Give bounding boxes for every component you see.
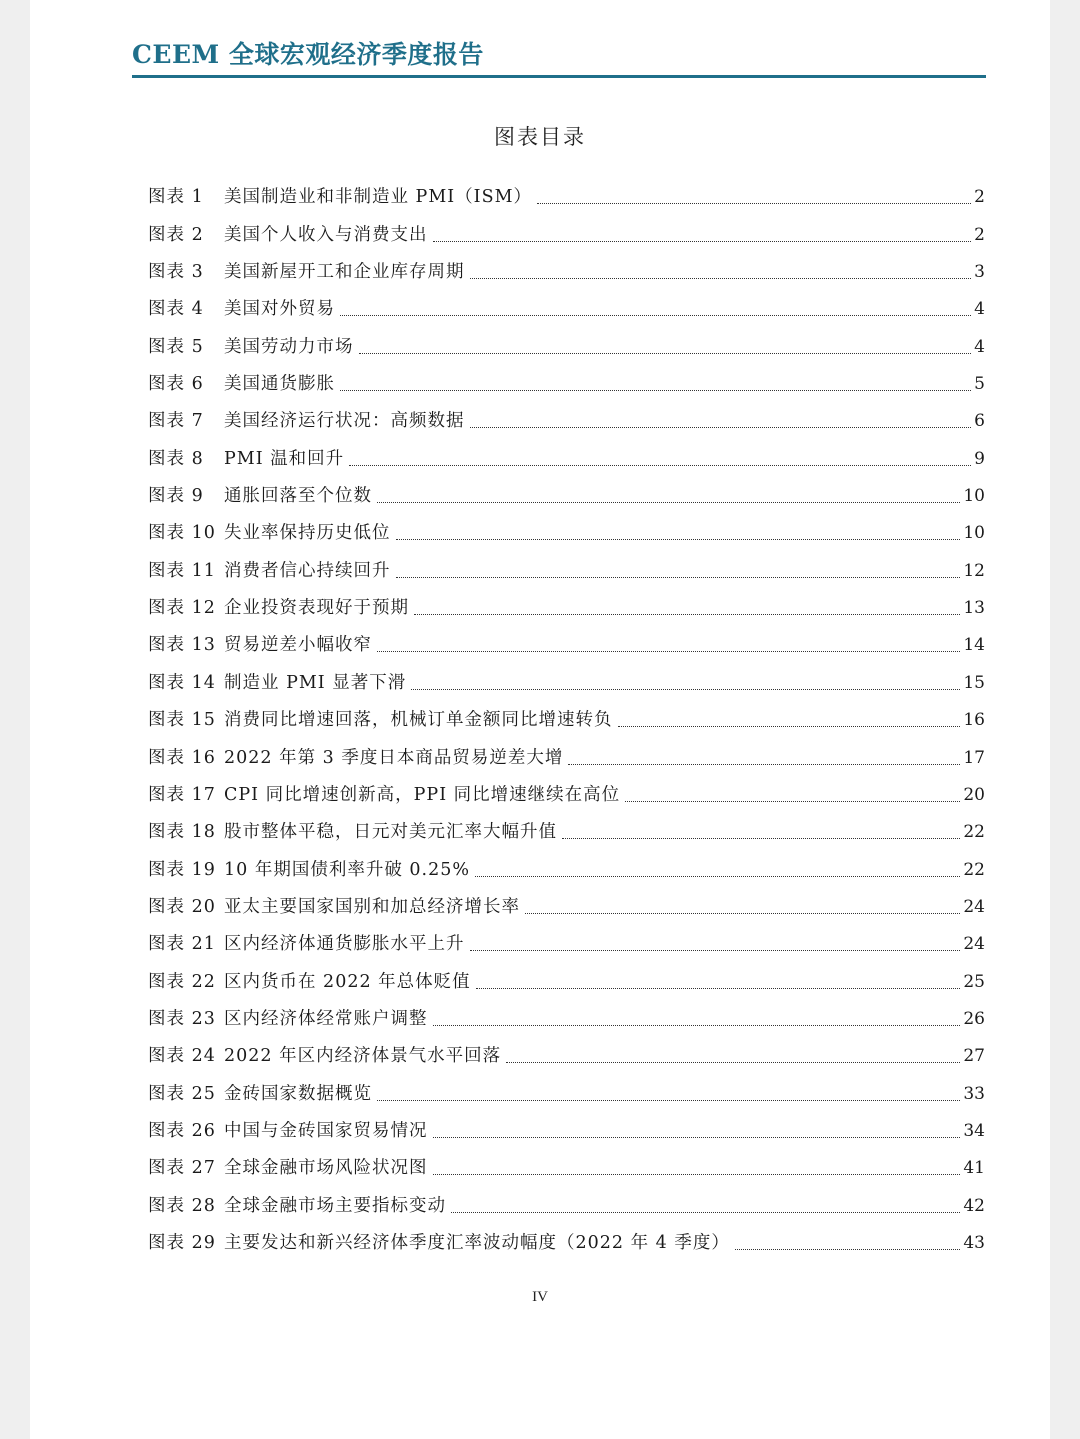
toc-entry[interactable]	[148, 1185, 985, 1222]
toc-dot-leader	[525, 912, 960, 914]
toc-dot-leader	[506, 1061, 960, 1063]
toc-entry-label: 图表 15	[148, 710, 216, 731]
toc-dot-leader	[377, 501, 960, 503]
toc-dot-leader	[470, 277, 972, 279]
toc-entry-page[interactable]: 26	[963, 1008, 985, 1029]
toc-entry[interactable]	[148, 1111, 985, 1148]
toc-entry[interactable]	[148, 999, 985, 1036]
toc-entry-page[interactable]: 2	[974, 187, 985, 208]
toc-entry-page[interactable]: 2	[974, 224, 985, 245]
toc-entry[interactable]	[148, 476, 985, 513]
toc-entry-label: 图表 17	[148, 784, 216, 805]
toc-entry[interactable]	[148, 326, 985, 363]
toc-entry[interactable]	[148, 775, 985, 812]
toc-entry[interactable]	[148, 289, 985, 326]
toc-heading: 图表目录	[494, 125, 586, 149]
toc-entry-label: 图表 20	[148, 896, 216, 917]
toc-dot-leader	[414, 613, 960, 615]
toc-entry-title[interactable]: 贸易逆差小幅收窄	[224, 635, 372, 656]
toc-entry-label: 图表 4	[148, 299, 204, 320]
toc-entry-label: 图表 9	[148, 486, 204, 507]
toc-entry-title[interactable]: 10 年期国债利率升破 0.25%	[224, 859, 470, 880]
toc-entry[interactable]	[148, 662, 985, 699]
toc-entry-page[interactable]: 22	[963, 822, 985, 843]
toc-entry-page[interactable]: 43	[963, 1232, 985, 1253]
toc-entry-page[interactable]: 4	[974, 336, 985, 357]
toc-entry-label: 图表 10	[148, 523, 216, 544]
toc-entry[interactable]	[148, 849, 985, 886]
toc-entry-label: 图表 19	[148, 859, 216, 880]
toc-entry-label: 图表 21	[148, 934, 216, 955]
toc-dot-leader	[340, 314, 971, 316]
toc-entry-title[interactable]: 全球金融市场主要指标变动	[224, 1195, 446, 1216]
toc-entry[interactable]	[148, 1148, 985, 1185]
toc-dot-leader	[476, 987, 961, 989]
toc-entry-label: 图表 13	[148, 635, 216, 656]
toc-entry-label: 图表 8	[148, 448, 204, 469]
toc-entry-label: 图表 23	[148, 1008, 216, 1029]
toc-entry[interactable]	[148, 588, 985, 625]
toc-entry-page[interactable]: 10	[963, 486, 985, 507]
toc-entry-title[interactable]: 美国劳动力市场	[224, 336, 354, 357]
toc-entry-label: 图表 1	[148, 187, 204, 208]
toc-dot-leader	[475, 875, 960, 877]
toc-list	[148, 177, 985, 1260]
toc-entry-label: 图表 16	[148, 747, 216, 768]
toc-dot-leader	[470, 949, 961, 951]
toc-entry[interactable]	[148, 364, 985, 401]
toc-dot-leader	[340, 389, 971, 391]
toc-entry-title[interactable]: 美国经济运行状况：高频数据	[224, 411, 465, 432]
toc-entry-label: 图表 24	[148, 1046, 216, 1067]
toc-dot-leader	[618, 725, 961, 727]
toc-dot-leader	[377, 650, 960, 652]
toc-entry-label: 图表 7	[148, 411, 204, 432]
toc-entry[interactable]	[148, 438, 985, 475]
toc-entry-page[interactable]: 24	[963, 934, 985, 955]
toc-entry-label: 图表 12	[148, 598, 216, 619]
toc-dot-leader	[433, 1173, 961, 1175]
toc-entry-page[interactable]: 42	[963, 1195, 985, 1216]
toc-entry-title[interactable]: 区内经济体经常账户调整	[224, 1008, 428, 1029]
toc-entry-label: 图表 25	[148, 1083, 216, 1104]
toc-dot-leader	[359, 352, 972, 354]
toc-entry-page[interactable]: 33	[963, 1083, 985, 1104]
toc-entry-title[interactable]: 美国通货膨胀	[224, 374, 335, 395]
toc-entry[interactable]	[148, 924, 985, 961]
toc-dot-leader	[470, 426, 972, 428]
toc-entry[interactable]	[148, 737, 985, 774]
toc-entry-title[interactable]: 美国对外贸易	[224, 299, 335, 320]
toc-entry-page[interactable]: 14	[963, 635, 985, 656]
toc-entry-title[interactable]: 中国与金砖国家贸易情况	[224, 1120, 428, 1141]
toc-entry-label: 图表 26	[148, 1120, 216, 1141]
toc-entry[interactable]	[148, 700, 985, 737]
toc-entry-page[interactable]: 13	[963, 598, 985, 619]
toc-entry-page[interactable]: 5	[974, 374, 985, 395]
header-divider	[132, 75, 986, 78]
page-number: IV	[532, 1289, 548, 1305]
toc-entry-title[interactable]: 2022 年区内经济体景气水平回落	[224, 1046, 502, 1067]
toc-entry-title[interactable]: 主要发达和新兴经济体季度汇率波动幅度（2022 年 4 季度）	[224, 1232, 730, 1253]
toc-entry-label: 图表 3	[148, 262, 204, 283]
toc-entry-page[interactable]: 24	[963, 896, 985, 917]
toc-dot-leader	[625, 800, 960, 802]
toc-entry-page[interactable]: 41	[963, 1158, 985, 1179]
toc-entry[interactable]	[148, 1073, 985, 1110]
toc-entry-page[interactable]: 25	[963, 971, 985, 992]
toc-entry-title[interactable]: 美国制造业和非制造业 PMI（ISM）	[224, 187, 532, 208]
toc-dot-leader	[735, 1248, 961, 1250]
toc-entry[interactable]	[148, 550, 985, 587]
toc-entry-page[interactable]: 17	[963, 747, 985, 768]
toc-entry-page[interactable]: 22	[963, 859, 985, 880]
document-page	[30, 0, 1050, 1439]
toc-dot-leader	[411, 688, 960, 690]
toc-entry[interactable]	[148, 887, 985, 924]
toc-entry-label: 图表 5	[148, 336, 204, 357]
toc-entry-page[interactable]: 15	[963, 672, 985, 693]
toc-entry-label: 图表 14	[148, 672, 216, 693]
toc-entry-label: 图表 27	[148, 1158, 216, 1179]
toc-entry-page[interactable]: 4	[974, 299, 985, 320]
toc-entry[interactable]	[148, 812, 985, 849]
toc-entry[interactable]	[148, 1036, 985, 1073]
toc-entry-label: 图表 11	[148, 560, 216, 581]
toc-entry-page[interactable]: 20	[963, 784, 985, 805]
report-title: CEEM 全球宏观经济季度报告	[132, 40, 484, 69]
toc-entry[interactable]	[148, 513, 985, 550]
toc-entry-title[interactable]: 亚太主要国家国别和加总经济增长率	[224, 896, 520, 917]
toc-entry-title[interactable]: 企业投资表现好于预期	[224, 598, 409, 619]
toc-dot-leader	[377, 1099, 960, 1101]
toc-entry-label: 图表 22	[148, 971, 216, 992]
toc-entry-page[interactable]: 9	[974, 448, 985, 469]
toc-entry-title[interactable]: PMI 温和回升	[224, 448, 345, 469]
toc-entry-title[interactable]: 全球金融市场风险状况图	[224, 1158, 428, 1179]
toc-dot-leader	[433, 240, 972, 242]
toc-entry-title[interactable]: 通胀回落至个位数	[224, 486, 372, 507]
toc-entry[interactable]	[148, 252, 985, 289]
toc-entry[interactable]	[148, 177, 985, 214]
toc-dot-leader	[433, 1024, 961, 1026]
toc-dot-leader	[537, 202, 971, 204]
toc-entry-label: 图表 2	[148, 224, 204, 245]
toc-entry-label: 图表 18	[148, 822, 216, 843]
toc-dot-leader	[451, 1211, 960, 1213]
toc-entry[interactable]	[148, 214, 985, 251]
toc-entry-page[interactable]: 12	[963, 560, 985, 581]
toc-entry-title[interactable]: 消费者信心持续回升	[224, 560, 391, 581]
toc-entry-page[interactable]: 10	[963, 523, 985, 544]
toc-entry-title[interactable]: 制造业 PMI 显著下滑	[224, 672, 407, 693]
toc-entry-title[interactable]: CPI 同比增速创新高，PPI 同比增速继续在高位	[224, 784, 621, 805]
report-header	[132, 38, 986, 72]
toc-entry-title[interactable]: 区内货币在 2022 年总体贬值	[224, 971, 471, 992]
toc-entry-page[interactable]: 16	[963, 710, 985, 731]
toc-entry-title[interactable]: 美国新屋开工和企业库存周期	[224, 262, 465, 283]
toc-entry-label: 图表 6	[148, 374, 204, 395]
toc-entry-title[interactable]: 2022 年第 3 季度日本商品贸易逆差大增	[224, 747, 564, 768]
toc-entry-title[interactable]: 失业率保持历史低位	[224, 523, 391, 544]
toc-dot-leader	[349, 464, 971, 466]
toc-entry[interactable]	[148, 1223, 985, 1260]
toc-entry[interactable]	[148, 401, 985, 438]
toc-entry[interactable]	[148, 961, 985, 998]
toc-entry-title[interactable]: 美国个人收入与消费支出	[224, 224, 428, 245]
toc-entry-title[interactable]: 股市整体平稳，日元对美元汇率大幅升值	[224, 822, 557, 843]
toc-dot-leader	[396, 538, 961, 540]
toc-entry-title[interactable]: 区内经济体通货膨胀水平上升	[224, 934, 465, 955]
toc-dot-leader	[568, 763, 960, 765]
toc-dot-leader	[396, 576, 961, 578]
toc-entry-page[interactable]: 6	[974, 411, 985, 432]
toc-entry[interactable]	[148, 625, 985, 662]
toc-entry-label: 图表 29	[148, 1232, 216, 1253]
toc-entry-page[interactable]: 34	[963, 1120, 985, 1141]
toc-dot-leader	[562, 837, 960, 839]
toc-dot-leader	[433, 1136, 961, 1138]
toc-entry-title[interactable]: 金砖国家数据概览	[224, 1083, 372, 1104]
toc-entry-title[interactable]: 消费同比增速回落，机械订单金额同比增速转负	[224, 710, 613, 731]
toc-entry-page[interactable]: 3	[974, 262, 985, 283]
toc-entry-page[interactable]: 27	[963, 1046, 985, 1067]
toc-entry-label: 图表 28	[148, 1195, 216, 1216]
